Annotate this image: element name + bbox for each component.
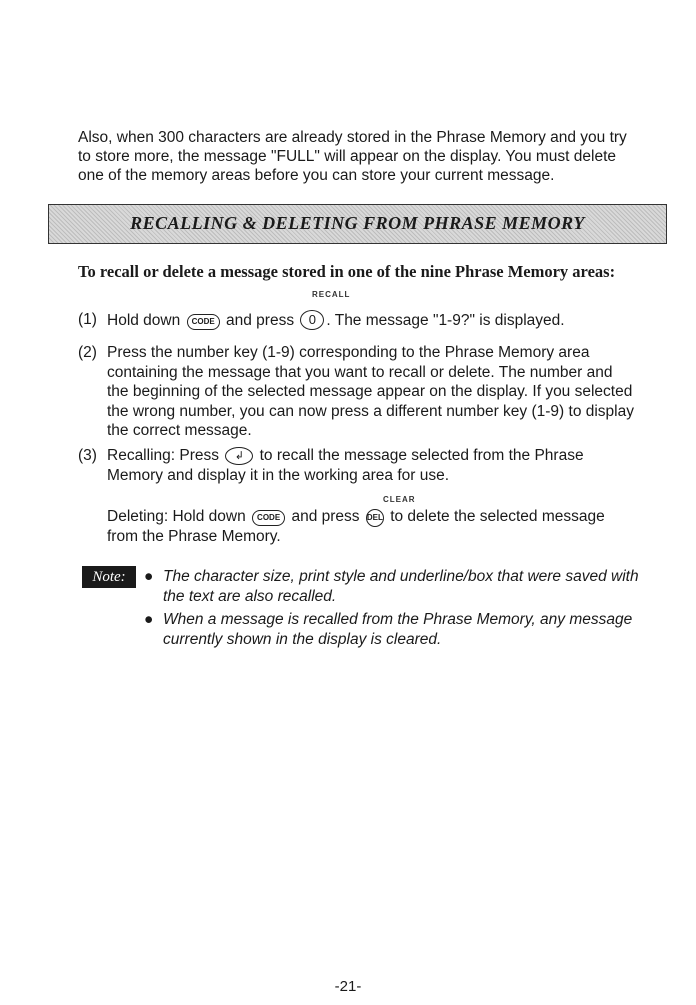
section-banner [48,204,667,244]
page-number: -21- [334,978,362,995]
step-1-number: (1) [78,311,97,328]
note-item-text: The character size, print style and underline/box that were saved with the text are also recalled. [163,568,639,605]
bullet-icon: ● [144,611,154,628]
delete-text-a: Deleting: Hold down [107,508,246,525]
delete-text-b: and press [291,508,360,525]
clear-key-label: CLEAR [383,495,416,504]
step-2-number: (2) [78,344,97,361]
intro-paragraph: Also, when 300 characters are already stored in the Phrase Memory and you try to store more, the message "FULL" will appear on the display. You must delete one of the memory areas before you can store your current message. [78,129,627,184]
step-3-number: (3) [78,447,97,464]
step-3-delete [78,507,638,547]
step-1-text-c: . The message "1-9?" is displayed. [326,312,565,329]
note-item [144,610,644,649]
delete-text-c: to delete the selected message from the Phrase Memory. [107,508,605,545]
note-item-text: When a message is recalled from the Phrase Memory, any message currently shown in the display is cleared. [163,611,633,648]
bullet-icon: ● [144,568,154,585]
step-2-text: Press the number key (1-9) corresponding to the Phrase Memory area containing the message that you want to recall or delete. The number and the beginning of the selected message appear on the display. If you selected the wrong number, you can now press a different number key (1-9) to display the correct message. [107,344,634,439]
step-2 [78,343,638,441]
code-key-icon: CODE [187,314,220,330]
code-key-icon: CODE [252,510,285,526]
return-key-icon: ↲ [225,447,253,465]
del-key-icon: DEL [366,509,384,527]
note-label: Note: [82,566,136,588]
step-1-text-a: Hold down [107,312,181,329]
step-1 [78,310,638,331]
step-3-text-a: Recalling: Press [107,447,219,464]
step-1-text-b: and press [226,312,295,329]
section-title: RECALLING & DELETING FROM PHRASE MEMORY [130,213,585,233]
step-3-text-b: to recall the message selected from the Phrase Memory and display it in the working area for use. [107,447,584,484]
step-3 [78,446,638,485]
subheading: To recall or delete a message stored in one of the nine Phrase Memory areas: [78,262,616,281]
recall-key-label: RECALL [312,290,351,299]
zero-key-icon: 0 [300,310,324,330]
note-item [144,567,644,606]
